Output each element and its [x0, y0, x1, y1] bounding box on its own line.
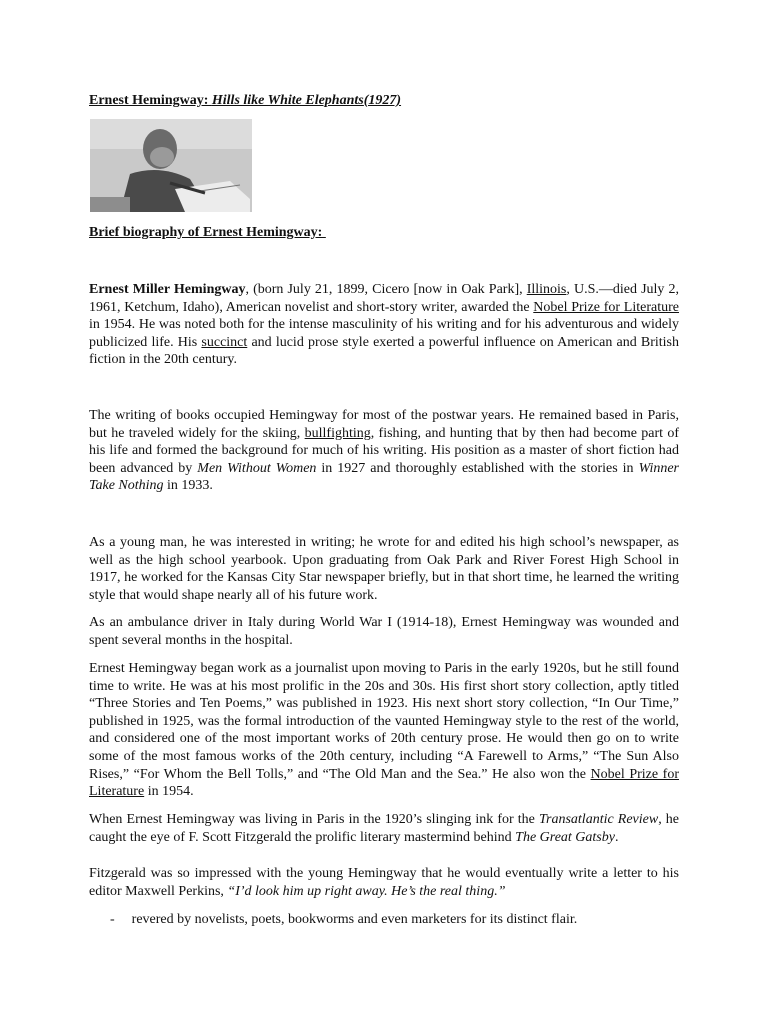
bullfighting-link[interactable]: bullfighting	[304, 425, 371, 441]
text: , he caught the eye of F. Scott Fitzgerald the prolific literary mastermind behind	[89, 812, 680, 845]
portrait-photo-icon	[90, 119, 252, 212]
text: When Ernest Hemingway was living in Paris in the 1920’s slinging ink for the	[89, 812, 539, 827]
paragraph-7	[89, 865, 679, 900]
bullet-text: revered by novelists, poets, bookworms and even marketers for its distinct flair.	[131, 912, 578, 927]
hemingway-photo	[90, 119, 252, 212]
paragraph-6	[89, 811, 679, 846]
nobel-prize-link[interactable]: Nobel Prize for Literature	[533, 299, 679, 315]
publication-title: Transatlantic Review	[539, 812, 659, 827]
fitzgerald-quote: “I’d look him up right away. He’s the real thing.”	[227, 883, 506, 899]
nobel-prize-link[interactable]: Nobel Prize for Literature	[89, 766, 680, 800]
text: and lucid prose style exerted a powerful influence on American and British fiction in the 20th century.	[89, 334, 679, 368]
illinois-link[interactable]: Illinois	[526, 282, 567, 297]
text: .	[614, 829, 619, 845]
text: in 1954.	[144, 784, 194, 800]
text: , (born July 21, 1899, Cicero [now in Oak Park],	[245, 282, 527, 297]
text: , fishing, and hunting that by then had become part of his life and formed the background for much of his writing. His position as a master of short fiction had been advanced by	[89, 425, 679, 476]
title-author: Ernest Hemingway:	[89, 93, 212, 108]
paragraph-1	[89, 281, 679, 369]
paragraph-2	[89, 407, 679, 495]
text: Ernest Hemingway began work as a journalist upon moving to Paris in the early 1920s, but he still found time to write. He was at his most prolific in the 20s and 30s. His first short story collection, aptly titled “Three Stories and Ten Poems,” was published in 1923. His next short story collection, “In Our Time,” published in 1925, was the formal introduction of the vaunted Hemingway style to the rest of the world, and considered one of the most important works of 20th century prose. He would then go on to write some of the most famous works of the 20th century, including “A Farewell to Arms,” “The Sun Also Rises,” “For Whom the Bell Tolls,” and “The Old Man and the Sea.” He also won the	[89, 661, 679, 782]
book-title: Winner Take Nothing	[89, 460, 680, 494]
paragraph-5	[89, 660, 679, 801]
title-work: Hills like White Elephants	[211, 93, 364, 108]
bullet-marker: -	[110, 912, 115, 927]
book-title: The Great Gatsby	[515, 829, 615, 845]
paragraph-3: As a young man, he was interested in writing; he wrote for and edited his high school’s newspaper, as well as the high school yearbook. Upon graduating from Oak Park and River Forest High School in 1917, he worked for the Kansas City Star newspaper briefly, but in that short time, he learned the writing style that would shape nearly all of his future work.	[89, 535, 679, 603]
subject-name: Ernest Miller Hemingway	[89, 282, 246, 297]
text: , U.S.—died July 2, 1961, Ketchum, Idaho), American novelist and short-story writer, awarded the	[89, 282, 679, 315]
document-title	[89, 92, 401, 109]
bullet-item	[110, 911, 577, 928]
succinct-link[interactable]: succinct	[201, 334, 248, 350]
paragraph-4: As an ambulance driver in Italy during World War I (1914-18), Ernest Hemingway was wounded and spent several months in the hospital.	[89, 615, 679, 648]
text: in 1933.	[163, 478, 213, 494]
text: Fitzgerald was so impressed with the young Hemingway that he would eventually write a letter to his editor Maxwell Perkins,	[89, 866, 679, 899]
book-title: Men Without Women	[197, 460, 317, 476]
text: in 1954. He was noted both for the intense masculinity of his writing and for his adventurous and widely publicized life. His	[89, 317, 679, 350]
biography-heading: Brief biography of Ernest Hemingway:	[89, 225, 326, 240]
title-year: (1927)	[363, 93, 402, 108]
text: in 1927 and thoroughly established with the stories in	[316, 460, 639, 476]
text: The writing of books occupied Hemingway for most of the postwar years. He remained based in Paris, but he traveled widely for the skiing,	[89, 408, 679, 441]
